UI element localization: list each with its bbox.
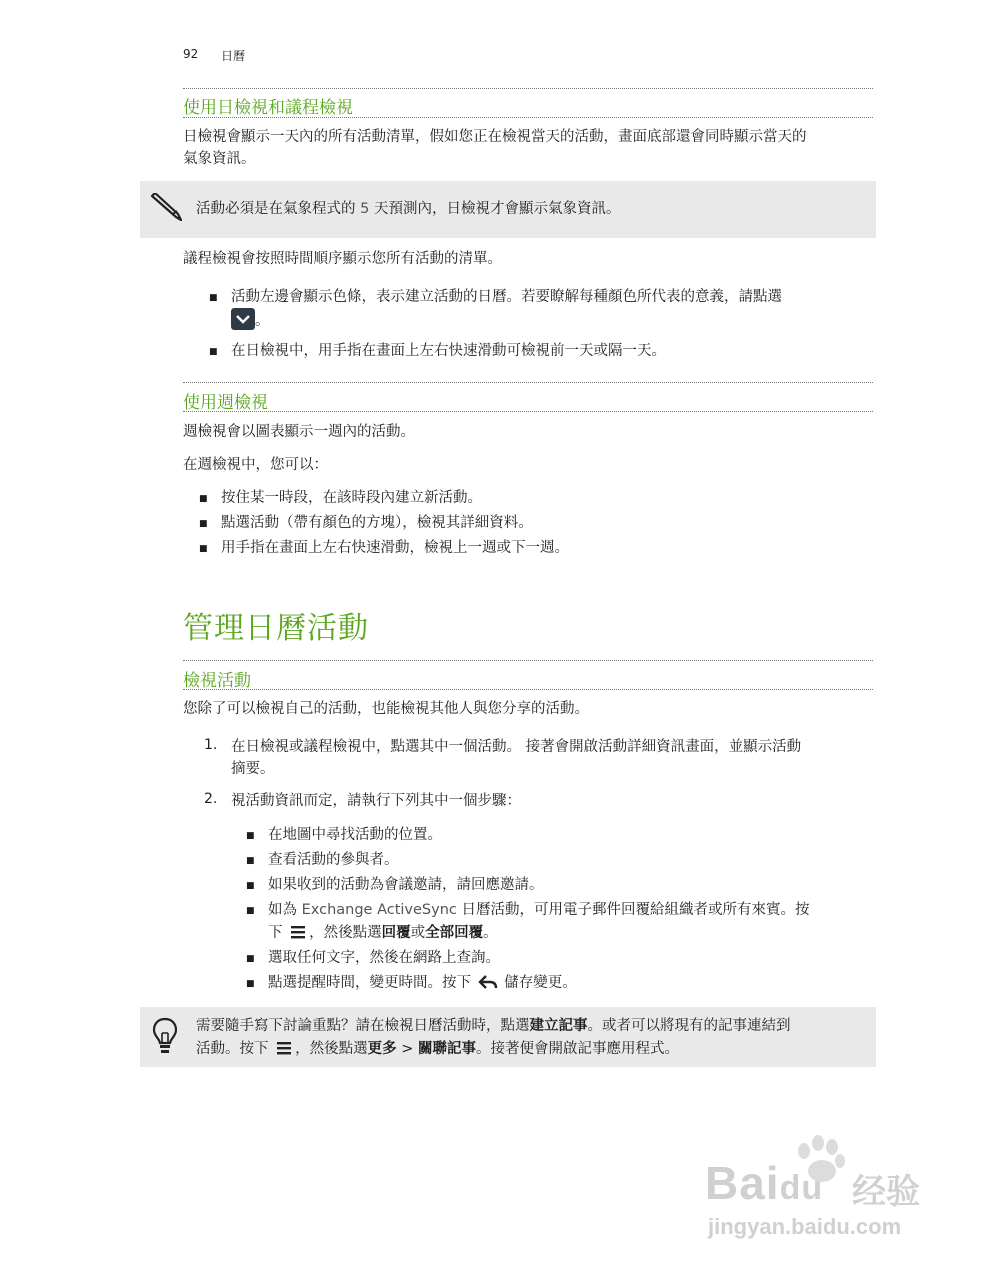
divider bbox=[183, 88, 873, 89]
divider bbox=[183, 689, 873, 690]
bullet: ■ bbox=[199, 544, 208, 554]
watermark-url: jingyan.baidu.com bbox=[708, 1214, 902, 1239]
list-item: 活動左邊會顯示色條，表示建立活動的日曆。若要瞭解每種顏色所代表的意義，請點選 bbox=[231, 289, 782, 305]
bullet: ■ bbox=[209, 347, 218, 357]
section-title-day-agenda: 使用日檢視和議程檢視 bbox=[183, 98, 353, 118]
paragraph: 您除了可以檢視自己的活動，也能檢視其他人與您分享的活動。 bbox=[183, 701, 589, 717]
divider bbox=[183, 117, 873, 118]
list-item: 在日檢視中，用手指在畫面上左右快速滑動可檢視前一天或隔一天。 bbox=[231, 343, 666, 359]
bullet: ■ bbox=[199, 519, 208, 529]
step-number: 1. bbox=[204, 737, 218, 753]
tip-text-line1: 需要隨手寫下討論重點？請在檢視日曆活動時，點選建立記事。或者可以將現有的記事連結到 bbox=[196, 1018, 791, 1034]
note-text: 活動必須是在氣象程式的 5 天預測內，日檢視才會顯示氣象資訊。 bbox=[196, 201, 621, 217]
tip-box bbox=[140, 1007, 876, 1067]
page-number: 92 bbox=[183, 47, 199, 61]
bullet: ■ bbox=[209, 293, 218, 303]
pencil-icon bbox=[148, 193, 184, 223]
step-number: 2. bbox=[204, 791, 218, 807]
sub-item: 查看活動的參與者。 bbox=[268, 852, 399, 868]
lightbulb-icon bbox=[152, 1017, 178, 1057]
section-title-view-event: 檢視活動 bbox=[183, 671, 251, 691]
section-title-week: 使用週檢視 bbox=[183, 393, 268, 413]
note-box bbox=[140, 181, 876, 238]
back-arrow-icon bbox=[476, 972, 500, 992]
paragraph: 日檢視會顯示一天內的所有活動清單，假如您正在檢視當天的活動，畫面底部還會同時顯示當天的 bbox=[183, 129, 807, 145]
list-item: 用手指在畫面上左右快速滑動，檢視上一週或下一週。 bbox=[221, 540, 569, 556]
watermark-brand: Baidu bbox=[705, 1157, 824, 1209]
sub-item: 在地圖中尋找活動的位置。 bbox=[268, 827, 442, 843]
chapter-title: 管理日曆活動 bbox=[183, 611, 369, 646]
bullet: ■ bbox=[246, 831, 255, 841]
list-item-cont: 。 bbox=[231, 308, 270, 332]
step-text: 在日檢視或議程檢視中，點選其中一個活動。 接著會開啟活動詳細資訊畫面，並顯示活動 bbox=[231, 739, 802, 755]
divider bbox=[183, 382, 873, 383]
list-item: 按住某一時段，在該時段內建立新活動。 bbox=[221, 490, 482, 506]
bullet: ■ bbox=[246, 856, 255, 866]
sub-item: 如果收到的活動為會議邀請，請回應邀請。 bbox=[268, 877, 544, 893]
bullet: ■ bbox=[246, 954, 255, 964]
paragraph: 氣象資訊。 bbox=[183, 151, 256, 167]
divider bbox=[183, 660, 873, 661]
bullet: ■ bbox=[246, 881, 255, 891]
step-text: 視活動資訊而定，請執行下列其中一個步驟： bbox=[231, 793, 521, 809]
running-header: 日曆 bbox=[221, 49, 246, 63]
paragraph: 在週檢視中，您可以： bbox=[183, 457, 328, 473]
menu-icon bbox=[273, 1038, 295, 1058]
chevron-down-icon bbox=[231, 308, 255, 330]
sub-item: 如為 Exchange ActiveSync 日曆活動，可用電子郵件回覆給組織者或所有來賓。按 bbox=[268, 902, 810, 918]
step-text: 摘要。 bbox=[231, 761, 275, 777]
menu-icon bbox=[287, 922, 309, 942]
tip-text-line2: 活動。按下 ，然後點選更多 > 關聯記事。接著便會開啟記事應用程式。 bbox=[196, 1038, 679, 1061]
divider bbox=[183, 411, 873, 412]
bullet: ■ bbox=[246, 979, 255, 989]
bullet: ■ bbox=[199, 494, 208, 504]
paragraph: 議程檢視會按照時間順序顯示您所有活動的清單。 bbox=[183, 251, 502, 267]
sub-item: 點選提醒時間，變更時間。按下 儲存變更。 bbox=[268, 972, 577, 994]
sub-item: 選取任何文字，然後在網路上查詢。 bbox=[268, 950, 500, 966]
bullet: ■ bbox=[246, 906, 255, 916]
list-item: 點選活動（帶有顏色的方塊），檢視其詳細資料。 bbox=[221, 515, 533, 531]
sub-item-cont: 下 ，然後點選回覆或全部回覆。 bbox=[268, 922, 498, 944]
paragraph: 週檢視會以圖表顯示一週內的活動。 bbox=[183, 424, 415, 440]
watermark-cn: 经验 bbox=[852, 1173, 920, 1211]
